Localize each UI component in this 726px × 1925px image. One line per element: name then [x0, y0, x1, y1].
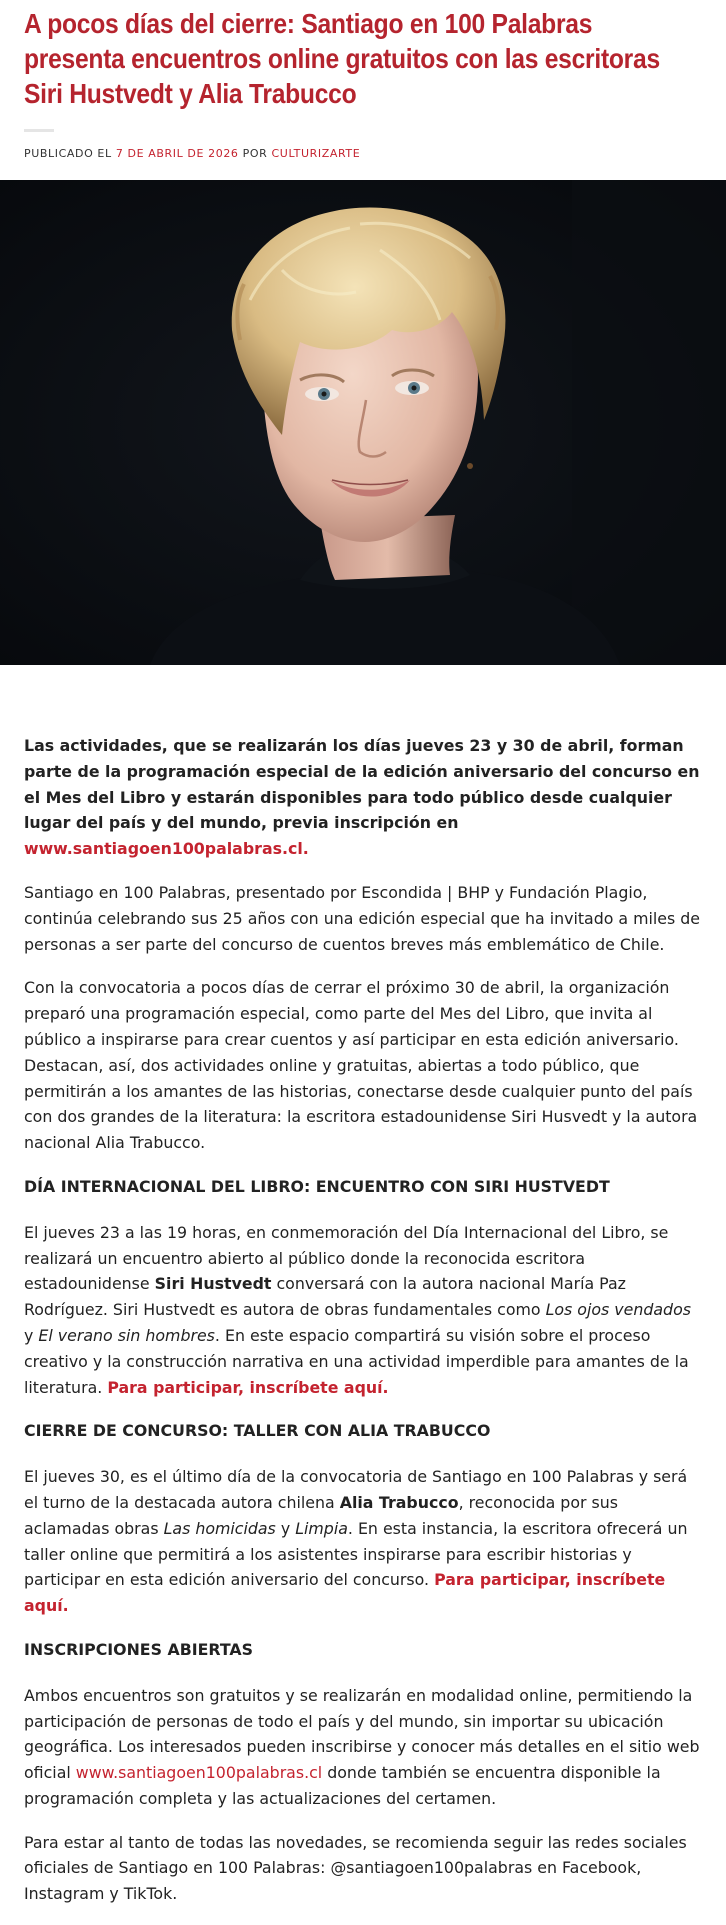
hustvedt-book-1: Los ojos vendados — [545, 1300, 691, 1320]
trabucco-text-1: El jueves 30, es el último día de la convocatoria de Santiago en 100 Palabras y será el turno de la destacada autora chilena — [24, 1467, 688, 1512]
trabucco-and: y — [280, 1518, 291, 1538]
lead-text: Las actividades, que se realizarán los días jueves 23 y 30 de abril, forman parte de la programación especial de la edición aniversario del concurso en el Mes del Libro y estarán disponibles para todo público desde cualquier lugar del país y del mundo, previa inscripción en — [24, 736, 700, 833]
section-heading-trabucco: CIERRE DE CONCURSO: TALLER CON ALIA TRABUCCO — [24, 1421, 491, 1441]
hustvedt-text-3: . En este espacio compartirá su visión sobre el proceso creativo y la construcción narrativa en una actividad imperdible para amantes de la literatura. — [24, 1325, 689, 1397]
published-label: PUBLICADO EL — [24, 147, 112, 160]
section-heading-inscripciones: INSCRIPCIONES ABIERTAS — [24, 1639, 254, 1659]
hustvedt-and: y — [24, 1325, 34, 1345]
author-link[interactable]: CULTURIZARTE — [271, 147, 361, 160]
trabucco-text-2: , reconocida por sus aclamadas obras — [24, 1492, 618, 1538]
trabucco-text-3: . En esta instancia, la escritora ofrecerá un taller online que permitirá a los asistentes inspirarse para escribir historias y participar en esta edición aniversario del concurso. — [24, 1518, 688, 1590]
trabucco-book-2: Limpia — [295, 1518, 348, 1538]
section-heading-hustvedt: DÍA INTERNACIONAL DEL LIBRO: ENCUENTRO CON SIRI HUSTVEDT — [24, 1176, 610, 1196]
article-body — [24, 733, 704, 1925]
inscripciones-text-1: Ambos encuentros son gratuitos y se realizarán en modalidad online, permitiendo la participación de personas de todo el país y del mundo, sin importar su ubicación geográfica. Los interesados pueden inscribirse y conocer más detalles en el sitio web oficial — [24, 1685, 700, 1783]
body-paragraph-2: Con la convocatoria a pocos días de cerrar el próximo 30 de abril, la organización preparó una programación especial, como parte del Mes del Libro, que invita al público a inspirarse para crear cuentos y así participar en esta edición aniversario. Destacan, así, dos actividades online y gratuitas, abiertas a todo público, que permitirán a los amantes de las historias, conectarse desde cualquier punto del país con dos grandes de la literatura: la escritora estadounidense Siri Husvedt y la autora nacional Alia Trabucco. — [24, 978, 698, 1153]
hero-image — [0, 180, 726, 665]
trabucco-paragraph — [24, 1464, 704, 1619]
title-divider — [24, 129, 54, 132]
trabucco-name: Alia Trabucco — [339, 1492, 459, 1512]
hero-portrait — [0, 180, 726, 665]
article-header — [0, 0, 726, 162]
article-meta — [24, 146, 702, 162]
inscripciones-website-link[interactable]: www.santiagoen100palabras.cl — [75, 1763, 323, 1783]
trabucco-book-1: Las homicidas — [163, 1518, 276, 1538]
by-label: POR — [242, 147, 268, 160]
lead-paragraph — [24, 733, 704, 862]
hustvedt-text-1: El jueves 23 a las 19 horas, en conmemoración del Día Internacional del Libro, se realizará un encuentro abierto al público donde la reconocida escritora estadounidense — [24, 1222, 669, 1294]
hustvedt-book-2: El verano sin hombres — [38, 1325, 215, 1345]
article-title: A pocos días del cierre: Santiago en 100 Palabras presenta encuentros online gratuitos con las escritoras Siri Hustvedt y Alia Trabucco — [24, 8, 660, 109]
inscripciones-paragraph — [24, 1683, 704, 1812]
hustvedt-paragraph — [24, 1220, 704, 1401]
hustvedt-register-link[interactable]: Para participar, inscríbete aquí. — [107, 1377, 389, 1397]
trabucco-register-link[interactable]: Para participar, inscríbete aquí. — [24, 1570, 666, 1616]
body-paragraph-1: Santiago en 100 Palabras, presentado por Escondida | BHP y Fundación Plagio, continúa celebrando sus 25 años con una edición especial que ha invitado a miles de personas a ser parte del concurso de cuentos breves más emblemático de Chile. — [24, 882, 701, 954]
social-paragraph: Para estar al tanto de todas las novedades, se recomienda seguir las redes sociales oficiales de Santiago en 100 Palabras: @santiagoen100palabras en Facebook, Instagram y TikTok. — [24, 1832, 687, 1904]
hustvedt-name: Siri Hustvedt — [154, 1274, 272, 1294]
hustvedt-text-2: conversará con la autora nacional María Paz Rodríguez. Siri Hustvedt es autora de obras fundamentales como — [24, 1274, 626, 1320]
published-date-link[interactable]: 7 DE ABRIL DE 2026 — [115, 147, 239, 160]
lead-website-link[interactable]: www.santiagoen100palabras.cl. — [24, 839, 309, 859]
inscripciones-text-2: donde también se encuentra disponible la programación completa y las actualizaciones del certamen. — [24, 1763, 661, 1808]
